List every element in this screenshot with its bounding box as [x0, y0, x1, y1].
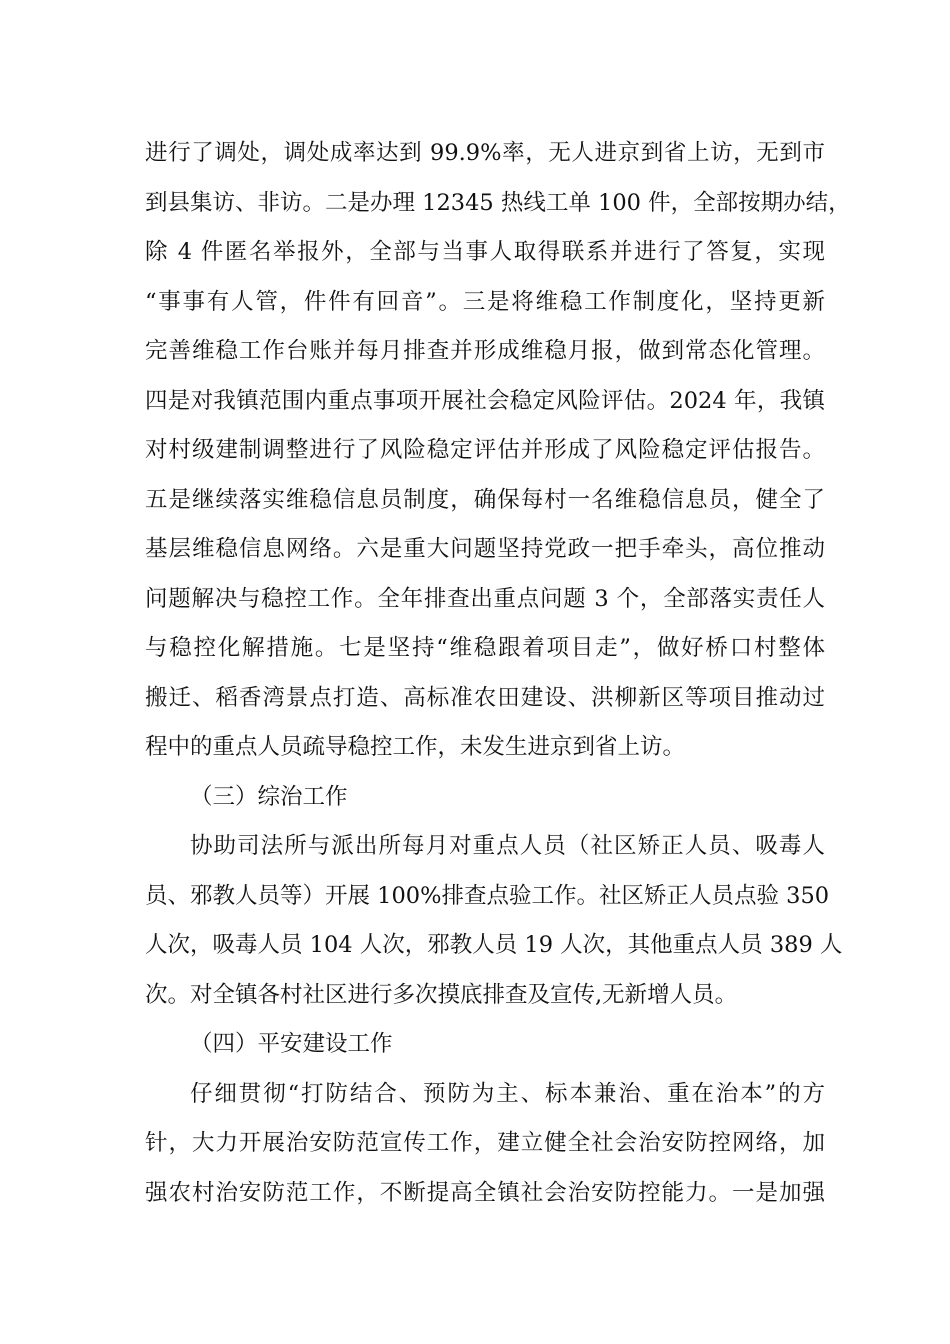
body-text-line: 问题解决与稳控工作。全年排查出重点问题 3 个，全部落实责任人 — [145, 586, 825, 612]
section-heading: （三）综治工作 — [190, 784, 348, 810]
body-text-line: 完善维稳工作台账并每月排查并形成维稳月报，做到常态化管理。 — [145, 338, 825, 364]
body-text-line: 四是对我镇范围内重点事项开展社会稳定风险评估。2024 年，我镇 — [145, 388, 825, 414]
body-text-line: 到县集访、非访。二是办理 12345 热线工单 100 件，全部按期办结， — [145, 190, 851, 216]
body-text-line: 强农村治安防范工作，不断提高全镇社会治安防控能力。一是加强 — [145, 1180, 825, 1206]
body-text-line: 基层维稳信息网络。六是重大问题坚持党政一把手牵头，高位推动 — [145, 536, 825, 562]
body-text-line: 搬迁、稻香湾景点打造、高标准农田建设、洪柳新区等项目推动过 — [145, 685, 825, 711]
body-text-line: 与稳控化解措施。七是坚持“维稳跟着项目走”，做好桥口村整体 — [145, 635, 825, 661]
body-text-line: 次。对全镇各村社区进行多次摸底排查及宣传,无新增人员。 — [145, 982, 738, 1008]
body-text-line: 对村级建制调整进行了风险稳定评估并形成了风险稳定评估报告。 — [145, 437, 825, 463]
body-text-line: 协助司法所与派出所每月对重点人员（社区矫正人员、吸毒人 — [190, 833, 825, 859]
body-text-line: 人次，吸毒人员 104 人次，邪教人员 19 人次，其他重点人员 389 人 — [145, 932, 843, 958]
body-text-line: 针，大力开展治安防范宣传工作，建立健全社会治安防控网络，加 — [145, 1130, 825, 1156]
body-text-line: “事事有人管，件件有回音”。三是将维稳工作制度化，坚持更新 — [145, 289, 825, 315]
body-text-line: 仔细贯彻“打防结合、预防为主、标本兼治、重在治本”的方 — [190, 1081, 825, 1107]
body-text-line: 五是继续落实维稳信息员制度，确保每村一名维稳信息员，健全了 — [145, 487, 825, 513]
body-text-line: 进行了调处，调处成率达到 99.9%率，无人进京到省上访，无到市 — [145, 140, 825, 166]
section-heading: （四）平安建设工作 — [190, 1031, 393, 1057]
body-text-line: 程中的重点人员疏导稳控工作，未发生进京到省上访。 — [145, 734, 686, 760]
body-text-line: 员、邪教人员等）开展 100%排查点验工作。社区矫正人员点验 350 — [145, 883, 830, 909]
body-text-line: 除 4 件匿名举报外，全部与当事人取得联系并进行了答复，实现 — [145, 239, 825, 265]
